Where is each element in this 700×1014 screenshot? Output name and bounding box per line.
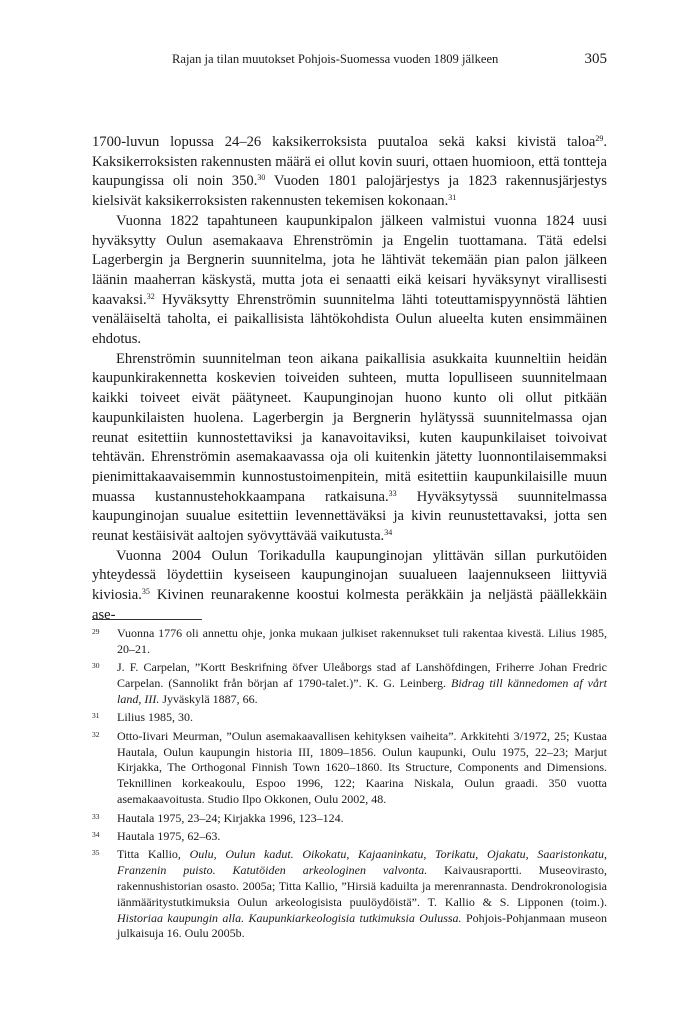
footnote-text xyxy=(117,847,607,942)
footnote-ref[interactable]: 35 xyxy=(141,587,150,597)
footnote-number: 29 xyxy=(92,627,100,636)
footnote-number: 30 xyxy=(92,661,100,671)
footnote-ref[interactable]: 34 xyxy=(384,528,393,538)
italic-title: Oulu, Oulun kadut. Oikokatu, Kajaaninkatu, Torikatu, Ojakatu, Saaristonkatu, Franzenin puisto. Katutöiden arkeologinen valvonta. xyxy=(117,847,608,878)
footnote-ref[interactable]: 31 xyxy=(448,193,457,203)
footnote-number: 32 xyxy=(92,729,100,739)
footnote-33 xyxy=(92,811,607,827)
page-number: 305 xyxy=(584,51,607,67)
text-run: Kaivausraportti. Museovirasto, rakennushistorian osasto. 2005a; Titta Kallio, ”Hirsiä kaduilta ja merenrannasta. Dendrokronologisia iänmääritystutkimuksia Oulun arkeologisista puulöydöistä”. T. Kallio & S. Lipponen (toim.). xyxy=(117,863,607,909)
text-run: J. F. Carpelan, ”Kortt Beskrifning öfver Uleåborgs stad af Lanshöfdingen, Friherre Johan Fredric Carpelan. (Sannolikt från början af 1790-talet.)”. K. G. Leinberg. xyxy=(117,660,607,691)
footnotes xyxy=(92,626,607,945)
text-run: Hyväksytty Ehrenströmin suunnitelma lähti toteuttamispyynnöstä lähtien venäläiseltä taholta, ei paikallisista lähtökohdista Oulun alueelta kuten ensimmäinen ehdotus. xyxy=(92,291,607,348)
footnote-number: 33 xyxy=(92,811,100,821)
footnote-ref[interactable]: 32 xyxy=(146,291,155,301)
footnote-text: Hautala 1975, 23–24; Kirjakka 1996, 123–124. xyxy=(117,810,344,825)
footnote-number: 35 xyxy=(92,848,100,858)
text-run: Jyväskylä 1887, 66. xyxy=(159,691,258,706)
text-run: Pohjois-Pohjanmaan museon julkaisuja 16. Oulu 2005b. xyxy=(117,910,607,941)
footnote-32 xyxy=(92,729,607,808)
footnote-34 xyxy=(92,829,607,845)
paragraph-4 xyxy=(92,547,607,626)
italic-title: Bidrag till kännedomen af vårt land, III. xyxy=(117,676,607,706)
footnote-text: Vuonna 1776 oli annettu ohje, jonka mukaan julkiset rakennukset tuli rakentaa kivestä. Lilius 1985, 20–21. xyxy=(117,626,607,656)
text-run: . Kaksikerroksisten rakennusten määrä ei ollut kovin suuri, ottaen huomioon, että tontteja kaupungissa oli noin 350. xyxy=(92,134,607,190)
footnote-text: Otto-Iivari Meurman, ”Oulun asemakaavallisen kehityksen vaiheita”. Arkkitehti 3/1972, 25; Kustaa Hautala, Oulun kaupungin historia III, 1809–1856. Oulun kaupunki, Oulu 1975, 22–23; Marjut Kirjakka, The Orthogonal Finnish Town 1620–1860. Its Structure, Components and Dimensions. Teknillinen korkeakoulu, Espoo 1996, 122; Kaarina Niskala, Oulun graadi. 350 vuotta asemakaavoitusta. Studio Ilpo Okkonen, Oulu 2002, 48. xyxy=(117,728,607,807)
running-header xyxy=(92,52,607,72)
paragraph-2 xyxy=(92,212,607,350)
footnote-text xyxy=(117,660,607,707)
text-run: Hyväksytyssä suunnitelmassa kaupunginojan suualue esitettiin levennettäväksi ja kivin reunustettavaksi, jotta sen reunat kestäisivät aaltojen syövyttävää vaikutusta. xyxy=(92,488,607,545)
text-run: Vuonna 1822 tapahtuneen kaupunkipalon jälkeen valmistui vuonna 1824 uusi hyväksytty Oulun asemakaava Ehrenströmin ja Engelin tuottamana. Tätä edelsi Lagerbergin ja Bergnerin suunnitelma, jota he lähtivät tekemään pian palon jälkeen läänin maaherran käskystä, mutta jota ei senaatti eikä keisari hyväksynyt virallisesti kaavaksi. xyxy=(92,212,607,308)
footnote-divider xyxy=(92,619,202,620)
text-run: Titta Kallio, xyxy=(117,847,190,862)
footnote-ref[interactable]: 33 xyxy=(388,488,397,498)
text-run: Vuoden 1801 palojärjestys ja 1823 rakennusjärjestys kielsivät kaksikerroksisten rakennusten tekemisen kokonaan. xyxy=(92,173,607,210)
footnote-number: 31 xyxy=(92,711,100,721)
text-run: 1700-luvun lopussa 24–26 kaksikerroksista puutaloa sekä kaksi kivistä taloa xyxy=(92,134,596,150)
footnote-31 xyxy=(92,710,607,726)
footnote-30 xyxy=(92,660,607,707)
italic-title: Historiaa kaupungin alla. Kaupunkiarkeologisia tutkimuksia Oulussa. xyxy=(117,910,462,925)
footnote-number: 34 xyxy=(92,830,100,839)
text-run: Vuonna 2004 Oulun Torikadulla kaupunginojan ylittävän sillan purkutöiden yhteydessä löydettiin kyseiseen kaupunginojan suualueen laajennukseen liittyviä kiviosia. xyxy=(92,547,607,604)
paragraph-3 xyxy=(92,350,607,547)
footnote-29 xyxy=(92,626,607,658)
body-text xyxy=(92,133,607,626)
footnote-text: Lilius 1985, 30. xyxy=(117,710,194,725)
text-run: Kivinen reunarakenne koostui kolmesta peräkkäin ja neljästä päällekkäin ase- xyxy=(92,587,607,623)
text-run: Ehrenströmin suunnitelman teon aikana paikallisia asukkaita kuunneltiin heidän kaupunkirakennetta koskevien toiveiden suhteen, mutta lopulliseen suunnitelmaan kaikki toiveet eivät päätyneet. Kaupunginojan huono kunto oli ollut pitkään kaupunkilaisten huolena. Lagerbergin ja Bergnerin hylätyssä suunnitelmassa ojan reunat esitettiin kunnostettaviksi ja kanavoitaviksi, kuten kaupunkilaiset toivoivat tehtävän. Ehrenströmin asemakaavassa oja oli kuitenkin jätetty luonnontilaisemmaksi pienimittakaavaisemmin kunnostustoimenpitein, mitä esitettiin kaupunkilaisille muun muassa kustannustehokkaampana ratkaisuna. xyxy=(92,350,607,505)
running-title: Rajan ja tilan muutokset Pohjois-Suomessa vuoden 1809 jälkeen xyxy=(172,52,499,66)
footnote-35 xyxy=(92,847,607,942)
footnote-ref[interactable]: 30 xyxy=(257,173,266,183)
footnote-text: Hautala 1975, 62–63. xyxy=(117,829,221,843)
paragraph-1 xyxy=(92,133,607,212)
footnote-ref[interactable]: 29 xyxy=(595,134,604,143)
